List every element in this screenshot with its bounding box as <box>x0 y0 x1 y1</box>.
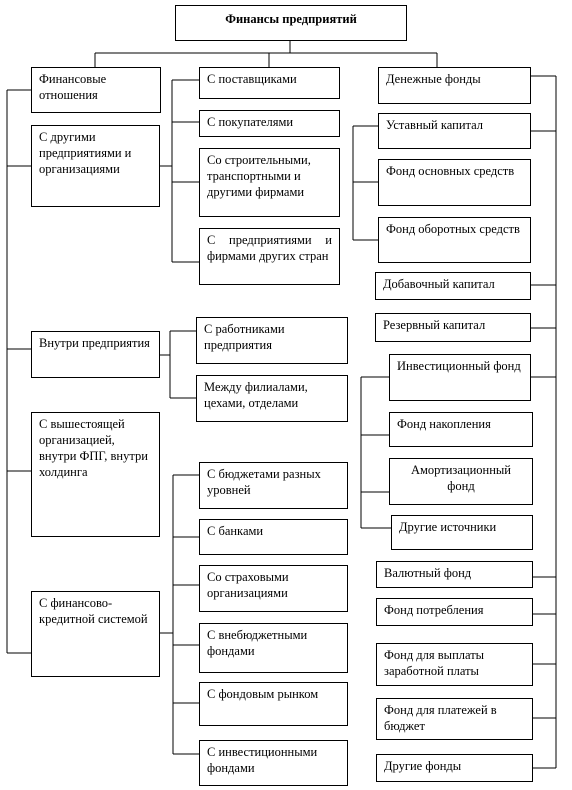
relation-item-foreign-firms: С предприятиями и фирмами других стран <box>199 228 340 285</box>
relation-item-suppliers: С поставщиками <box>199 67 340 99</box>
higher-organization-node: С вышестоящей организацией, внутри ФПГ, внутри холдинга <box>31 412 160 537</box>
external-relations-node: С другими предприятиями и организациями <box>31 125 160 207</box>
relation-item-budgets: С бюджетами разных уровней <box>199 462 348 509</box>
relation-item-branches: Между филиалами, цехами, отделами <box>196 375 348 422</box>
page-title: Финансы предприятий <box>175 5 407 41</box>
depreciation-fund-node: Амортизационный фонд <box>389 458 533 505</box>
relation-item-stock-market: С фондовым рынком <box>199 682 348 726</box>
relation-item-construction-firms: Со строительными, транспортными и другими фирмами <box>199 148 340 217</box>
relation-item-extrabudgetary-funds: С внебюджетными фондами <box>199 623 348 673</box>
investment-fund-node: Инвестиционный фонд <box>389 354 531 401</box>
relation-item-insurance: Со страховыми организациями <box>199 565 348 612</box>
budget-payments-fund-node: Фонд для платежей в бюджет <box>376 698 533 740</box>
other-funds-node: Другие фонды <box>376 754 533 782</box>
currency-fund-node: Валютный фонд <box>376 561 533 588</box>
internal-relations-node: Внутри предприятия <box>31 331 160 378</box>
additional-capital-node: Добавочный капитал <box>375 272 531 300</box>
relation-item-employees: С работниками предприятия <box>196 317 348 364</box>
working-capital-fund-node: Фонд оборотных средств <box>378 217 531 263</box>
fixed-assets-fund-node: Фонд основных средств <box>378 159 531 206</box>
relation-item-banks: С банками <box>199 519 348 555</box>
financial-credit-node: С финансово-кредитной системой <box>31 591 160 677</box>
charter-capital-node: Уставный капитал <box>378 113 531 149</box>
relation-item-buyers: С покупателями <box>199 110 340 137</box>
consumption-fund-node: Фонд потребления <box>376 598 533 626</box>
other-sources-node: Другие источники <box>391 515 533 550</box>
accumulation-fund-node: Фонд накопления <box>389 412 533 447</box>
salary-fund-node: Фонд для выплаты заработной платы <box>376 643 533 686</box>
relation-item-investment-funds: С инвестиционными фондами <box>199 740 348 786</box>
financial-relations-node: Финансовые отношения <box>31 67 161 113</box>
money-funds-node: Денежные фонды <box>378 67 531 104</box>
reserve-capital-node: Резервный капитал <box>375 313 531 342</box>
